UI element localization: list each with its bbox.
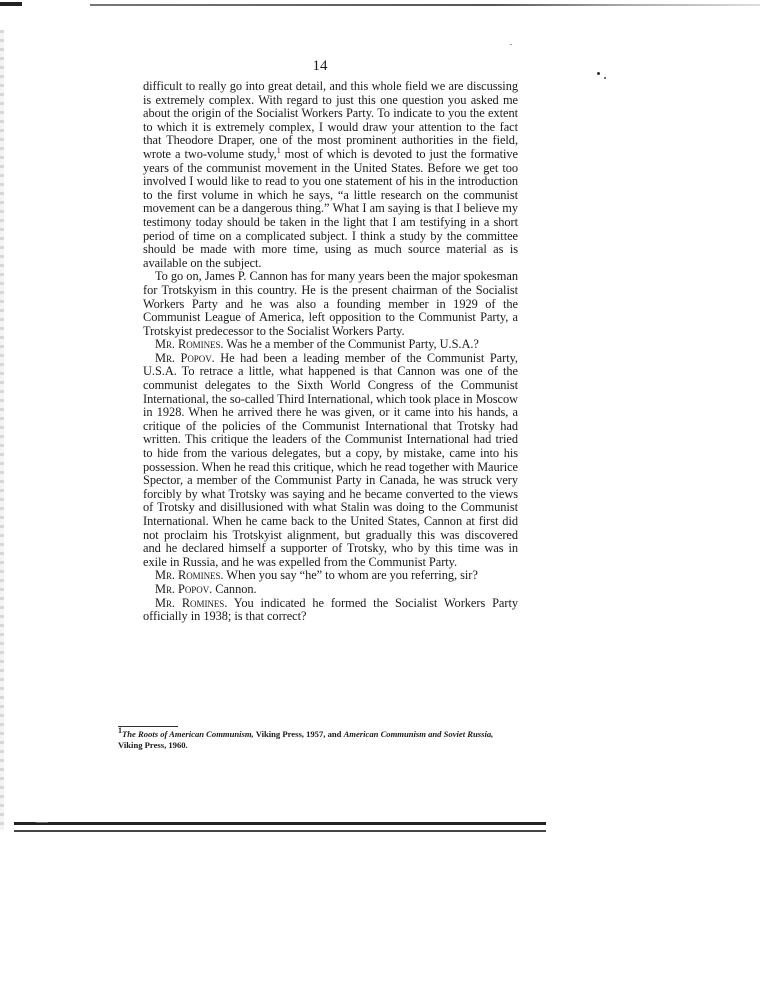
speaker-name: Mr. Romines. (155, 595, 228, 610)
paragraph (143, 583, 518, 597)
body-text (143, 80, 518, 624)
paragraph (143, 338, 518, 352)
scan-speck (597, 72, 600, 75)
paragraph (143, 80, 518, 270)
scan-speck (510, 44, 512, 45)
footnote-text: Viking Press, 1957, and (253, 729, 344, 739)
speaker-name: Mr. Romines. (155, 568, 224, 583)
footnote-title: The Roots of American Communism, (122, 729, 254, 739)
paragraph-text: You indicated he formed the Socialist Workers Party officially in 1938; is that correct? (143, 595, 519, 624)
paragraph-text: To go on, James P. Cannon has for many years been the major spokesman for Trotskyism in this country. He is the present chairman of the Socialist Workers Party and he was also a founding member in 1929 of the Communist League of America, left opposition to the Communist Party, a Trotskyist predecessor to the Socialist Workers Party. (143, 269, 518, 338)
scan-speck (604, 77, 606, 79)
scan-bottom-rule (14, 822, 546, 825)
paragraph-text: most of which is devoted to just the formative years of the communist movement in the United States. Before we get too involved I would like to read to you one statement of his in the introduction to the first volume in which he says, “a little research on the communist movement can be a dangerous thing.” What I am saying is that I believe my testimony today should be taken in the light that I am testifying in a short period of time on a complicated subject. I think a study by the committee should be made with more time, using as much source material as is available on the subject. (143, 146, 518, 270)
paragraph (143, 270, 518, 338)
paragraph-text: Cannon. (212, 581, 257, 596)
footnote-text: Viking Press, 1960. (118, 739, 188, 750)
scan-left-edge (0, 30, 4, 830)
scan-bottom-rule (14, 830, 546, 832)
footnote-title: American Communism and Soviet Russia, (343, 729, 494, 739)
footnote (118, 726, 518, 750)
footnote-marker: 1 (118, 726, 122, 736)
speaker-name: Mr. Popov. (155, 350, 215, 365)
paragraph-text: difficult to really go into great detail, and this whole field we are discussing is extremely complex. With regard to just this one question you asked me about the origin of the Socialist Workers Party. To indicate to you the extent to which it is extremely complex, I would draw your attention to the fact that Theodore Draper, one of the most prominent authorities in the field, wrote a two-volume study, (143, 79, 518, 161)
paragraph (143, 569, 518, 583)
speaker-name: Mr. Romines. (155, 337, 224, 352)
scan-bottom-tick (36, 822, 48, 823)
speaker-name: Mr. Popov. (155, 581, 213, 596)
scan-top-rule (90, 4, 760, 6)
paragraph (143, 597, 518, 624)
page-number: 14 (312, 58, 328, 74)
footnote-rule (118, 726, 178, 727)
paragraph-text: When you say “he” to whom are you referring, sir? (223, 568, 478, 583)
paragraph-text: Was he a member of the Communist Party, U.S.A.? (223, 337, 479, 352)
paragraph-text: He had been a leading member of the Communist Party, U.S.A. To retrace a little, what happened is that Cannon was one of the communist delegates to the Sixth World Congress of the Communist International, the so-called Third International, which took place in Moscow in 1928. When he arrived there he was given, or it came into his hands, a critique of the policies of the Communist International that Trotsky had written. This critique the leaders of the Communist International had tried to hide from the various delegates, but a copy, by mistake, came into his possession. When he read this critique, which he read together with Maurice Spector, a member of the Communist Party in Canada, he was struck very forcibly by what Trotsky was saying and he became converted to the views of Trotsky and disillusioned with what Stalin was doing to the Communist International. When he came back to the United States, Cannon at first did not proclaim his Trotskyist alignment, but gradually this was discovered and he declared himself a supporter of Trotsky, who by this time was in exile in Russia, and he was expelled from the Communist Party. (143, 350, 518, 569)
paragraph (143, 352, 518, 570)
footnote-reference: 1 (276, 145, 281, 155)
scan-mark (0, 2, 22, 6)
